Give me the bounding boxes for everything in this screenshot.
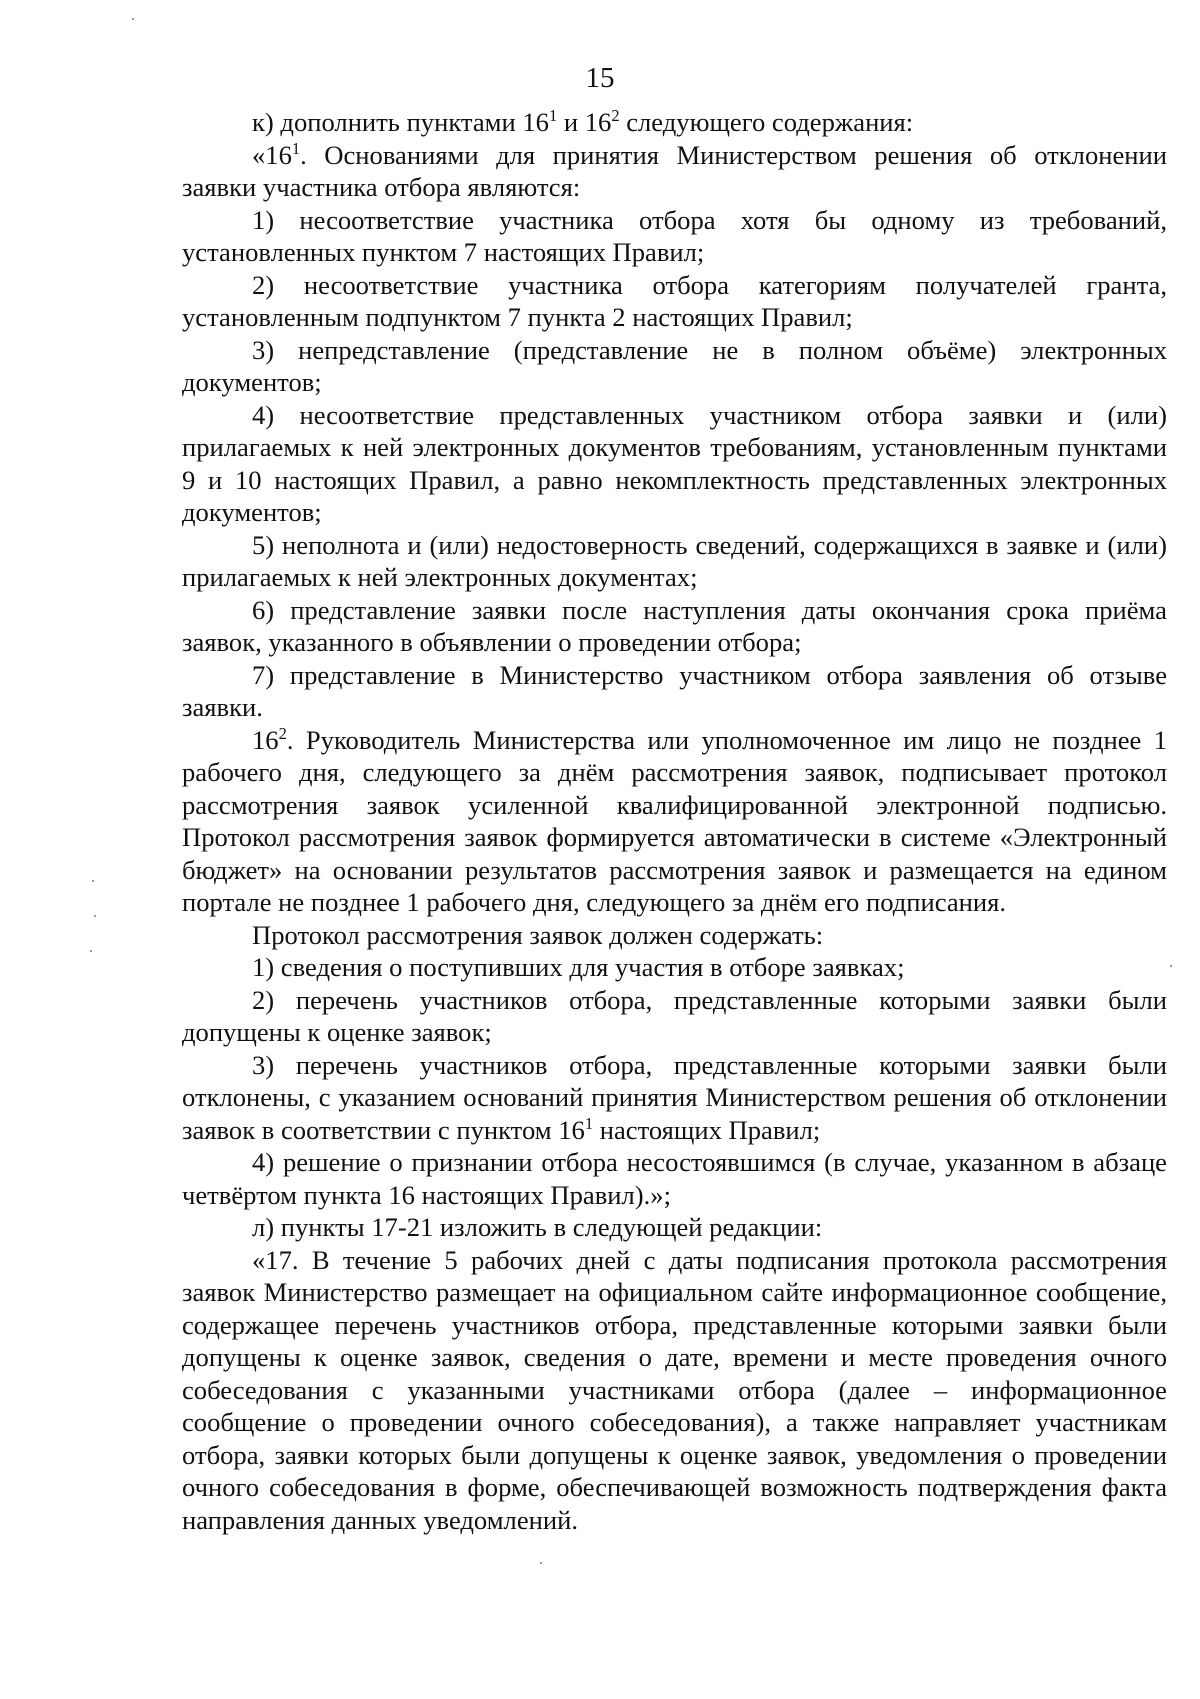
paragraph — [182, 334, 1167, 399]
paragraph-text: 16 — [252, 724, 279, 755]
paragraph-text: л) пункты 17-21 изложить в следующей редакции: — [252, 1212, 823, 1242]
paragraph-text: 1) сведения о поступивших для участия в отборе заявках; — [252, 952, 905, 982]
paragraph — [182, 1244, 1167, 1537]
scan-speck — [90, 950, 92, 952]
paragraph — [182, 139, 1167, 204]
paragraph-text: 2) несоответствие участника отбора категориям получателей гранта, установленным подпунктом 7 пункта 2 настоящих Правил; — [182, 269, 1167, 332]
superscript-index: 1 — [291, 138, 301, 158]
paragraph — [182, 399, 1167, 529]
paragraph-text: 3) перечень участников отбора, представленные которыми заявки были отклонены, с указанием оснований принятия Министерством решения об отклонении заявок в соответствии с пунктом 16 — [182, 1049, 1167, 1145]
paragraph — [182, 529, 1167, 594]
paragraph-text: 5) неполнота и (или) недостоверность сведений, содержащихся в заявке и (или) прилагаемых к ней электронных документах; — [182, 529, 1167, 592]
paragraph — [182, 1146, 1167, 1211]
paragraph-text: 4) решение о признании отбора несостоявшимся (в случае, указанном в абзаце четвёртом пункта 16 настоящих Правил).»; — [182, 1147, 1167, 1210]
paragraph — [182, 1049, 1167, 1147]
paragraph — [182, 1211, 1167, 1244]
paragraph-text: 2) перечень участников отбора, представленные которыми заявки были допущены к оценке заявок; — [182, 984, 1167, 1047]
document-body — [182, 106, 1167, 1536]
paragraph — [182, 269, 1167, 334]
paragraph-text: следующего содержания: — [619, 107, 914, 137]
superscript-index: 2 — [611, 105, 620, 125]
page-number: 15 — [585, 62, 615, 94]
paragraph-text: «16 — [252, 139, 292, 170]
paragraph — [182, 106, 1167, 139]
scan-speck — [1170, 965, 1172, 967]
paragraph-text: 1) несоответствие участника отбора хотя бы одному из требований, установленных пунктом 7 настоящих Правил; — [182, 204, 1167, 267]
paragraph-text: 6) представление заявки после наступления даты окончания срока приёма заявок, указанного в объявлении о проведении отбора; — [182, 594, 1167, 657]
paragraph-text: . Основаниями для принятия Министерством решения об отклонении заявки участника отбора являются: — [182, 139, 1167, 202]
paragraph-text: «17. В течение 5 рабочих дней с даты подписания протокола рассмотрения заявок Министерство размещает на официальном сайте информационное сообщение, содержащее перечень участников отбора, представленные которыми заявки были допущены к оценке заявок, сведения о дате, времени и месте проведения очного собеседования с указанными участниками отбора (далее – информационное сообщение о проведении очного собеседования), а также направляет участникам отбора, заявки которых были допущены к оценке заявок, уведомления о проведении очного собеседования в форме, обеспечивающей возможность подтверждения факта направления данных уведомлений. — [182, 1244, 1167, 1535]
paragraph — [182, 204, 1167, 269]
paragraph-text: и 16 — [557, 107, 612, 137]
superscript-index: 2 — [278, 723, 287, 743]
paragraph-text: 7) представление в Министерство участником отбора заявления об отзыве заявки. — [182, 659, 1167, 722]
paragraph-text: настоящих Правил; — [593, 1114, 821, 1145]
paragraph — [182, 659, 1167, 724]
paragraph-text: Протокол рассмотрения заявок должен содержать: — [252, 919, 824, 950]
paragraph-text: 3) непредставление (представление не в полном объёме) электронных документов; — [182, 334, 1167, 397]
paragraph — [182, 951, 1167, 984]
scan-speck — [92, 880, 94, 882]
paragraph-text: к) дополнить пунктами 16 — [252, 107, 549, 137]
superscript-index: 1 — [548, 105, 558, 125]
scan-speck — [132, 18, 134, 20]
paragraph-text: 4) несоответствие представленных участником отбора заявки и (или) прилагаемых к ней электронных документов требованиям, установленным пунктами 9 и 10 настоящих Правил, а равно некомплектность представленных электронных документов; — [182, 399, 1167, 527]
paragraph — [182, 919, 1167, 952]
paragraph — [182, 724, 1167, 919]
paragraph-text: . Руководитель Министерства или уполномоченное им лицо не позднее 1 рабочего дня, следующего за днём рассмотрения заявок, подписывает протокол рассмотрения заявок усиленной квалифицированной электронной подписью. Протокол рассмотрения заявок формируется автоматически в системе «Электронный бюджет» на основании результатов рассмотрения заявок и размещается на едином портале не позднее 1 рабочего дня, следующего за днём его подписания. — [182, 724, 1167, 917]
scan-speck — [94, 915, 96, 917]
paragraph — [182, 594, 1167, 659]
scan-speck — [540, 1562, 542, 1564]
superscript-index: 1 — [584, 1113, 594, 1133]
paragraph — [182, 984, 1167, 1049]
